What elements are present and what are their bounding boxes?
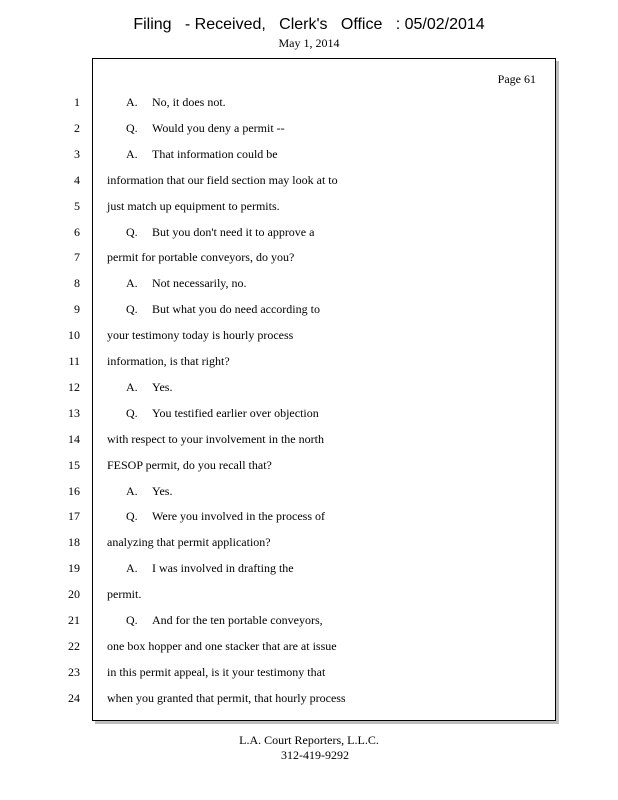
line-number: 12	[68, 380, 80, 394]
line-text	[107, 457, 272, 473]
speaker-marker: Q.	[126, 302, 138, 316]
line-text	[126, 120, 285, 136]
line-body: And for the ten portable conveyors,	[152, 613, 323, 627]
line-text	[126, 483, 172, 499]
speaker-marker: Q.	[126, 225, 138, 239]
line-body: when you granted that permit, that hourly process	[107, 691, 346, 705]
line-number: 10	[68, 328, 80, 342]
line-body: That information could be	[152, 147, 278, 161]
line-number: 7	[74, 250, 80, 264]
line-body: one box hopper and one stacker that are at issue	[107, 639, 337, 653]
transcript-line	[0, 224, 560, 240]
line-number: 13	[68, 406, 80, 420]
transcript-line	[0, 172, 560, 188]
line-body: information, is that right?	[107, 354, 230, 368]
line-text	[107, 249, 294, 265]
line-text	[126, 560, 294, 576]
line-text	[126, 405, 319, 421]
page-number: Page 61	[497, 72, 536, 86]
line-text	[126, 146, 278, 162]
line-number: 5	[74, 199, 80, 213]
line-text	[107, 172, 338, 188]
speaker-marker: Q.	[126, 509, 138, 523]
transcript-line	[0, 146, 560, 162]
line-text	[126, 301, 320, 317]
line-body: permit.	[107, 587, 142, 601]
line-body: Yes.	[152, 484, 173, 498]
line-text	[126, 94, 226, 110]
line-body: information that our field section may look at to	[107, 173, 338, 187]
line-text	[126, 379, 172, 395]
line-text	[107, 534, 271, 550]
line-text	[107, 198, 280, 214]
line-number: 22	[68, 639, 80, 653]
line-body: But you don't need it to approve a	[152, 225, 315, 239]
reporter-company: L.A. Court Reporters, L.L.C.	[239, 733, 379, 747]
transcript-line	[0, 690, 560, 706]
line-text	[126, 224, 314, 240]
transcript-line	[0, 586, 560, 602]
line-text	[107, 664, 325, 680]
transcript-line	[0, 198, 560, 214]
line-body: I was involved in drafting the	[152, 561, 294, 575]
transcript-line	[0, 327, 560, 343]
line-number: 19	[68, 561, 80, 575]
speaker-marker: A.	[126, 276, 138, 290]
line-number: 8	[74, 276, 80, 290]
transcript-line	[0, 664, 560, 680]
line-number: 9	[74, 302, 80, 316]
transcript-line	[0, 249, 560, 265]
transcript-line	[0, 353, 560, 369]
line-number: 24	[68, 691, 80, 705]
line-number: 4	[74, 173, 80, 187]
line-body: Yes.	[152, 380, 173, 394]
line-body: analyzing that permit application?	[107, 535, 271, 549]
transcript-line	[0, 457, 560, 473]
transcript-line	[0, 612, 560, 628]
transcript-line	[0, 431, 560, 447]
filing-header: Filing - Received, Clerk's Office : 05/02/2014	[133, 16, 485, 33]
line-text	[126, 508, 325, 524]
transcript-line	[0, 483, 560, 499]
transcript-line	[0, 379, 560, 395]
line-body: Would you deny a permit --	[152, 121, 285, 135]
line-body: in this permit appeal, is it your testimony that	[107, 665, 326, 679]
speaker-marker: A.	[126, 484, 138, 498]
transcript-line	[0, 275, 560, 291]
transcript-line	[0, 560, 560, 576]
line-text	[107, 586, 141, 602]
speaker-marker: A.	[126, 561, 138, 575]
line-body: Were you involved in the process of	[152, 509, 325, 523]
transcript-date: May 1, 2014	[278, 36, 340, 50]
reporter-phone: 312-419-9292	[281, 748, 349, 762]
line-number: 2	[74, 121, 80, 135]
line-number: 23	[68, 665, 80, 679]
speaker-marker: A.	[126, 95, 138, 109]
line-number: 1	[74, 95, 80, 109]
transcript-line	[0, 405, 560, 421]
line-number: 17	[68, 509, 80, 523]
line-text	[126, 612, 323, 628]
transcript-line	[0, 120, 560, 136]
line-body: your testimony today is hourly process	[107, 328, 294, 342]
line-number: 16	[68, 484, 80, 498]
line-number: 20	[68, 587, 80, 601]
speaker-marker: A.	[126, 147, 138, 161]
line-text	[107, 327, 293, 343]
transcript-line	[0, 508, 560, 524]
transcript-line	[0, 638, 560, 654]
line-number: 15	[68, 458, 80, 472]
speaker-marker: Q.	[126, 613, 138, 627]
line-text	[107, 690, 346, 706]
transcript-line	[0, 534, 560, 550]
line-text	[107, 638, 337, 654]
line-text	[107, 353, 230, 369]
speaker-marker: Q.	[126, 406, 138, 420]
line-body: permit for portable conveyors, do you?	[107, 250, 295, 264]
line-number: 14	[68, 432, 80, 446]
line-body: FESOP permit, do you recall that?	[107, 458, 272, 472]
transcript-line	[0, 94, 560, 110]
line-body: But what you do need according to	[152, 302, 320, 316]
line-number: 11	[68, 354, 80, 368]
line-number: 18	[68, 535, 80, 549]
line-body: just match up equipment to permits.	[107, 199, 280, 213]
speaker-marker: Q.	[126, 121, 138, 135]
line-number: 6	[74, 225, 80, 239]
transcript-line	[0, 301, 560, 317]
line-number: 3	[74, 147, 80, 161]
speaker-marker: A.	[126, 380, 138, 394]
line-text	[126, 275, 247, 291]
line-body: No, it does not.	[152, 95, 226, 109]
line-number: 21	[68, 613, 80, 627]
line-body: with respect to your involvement in the north	[107, 432, 324, 446]
line-body: Not necessarily, no.	[152, 276, 247, 290]
line-body: You testified earlier over objection	[152, 406, 319, 420]
line-text	[107, 431, 324, 447]
